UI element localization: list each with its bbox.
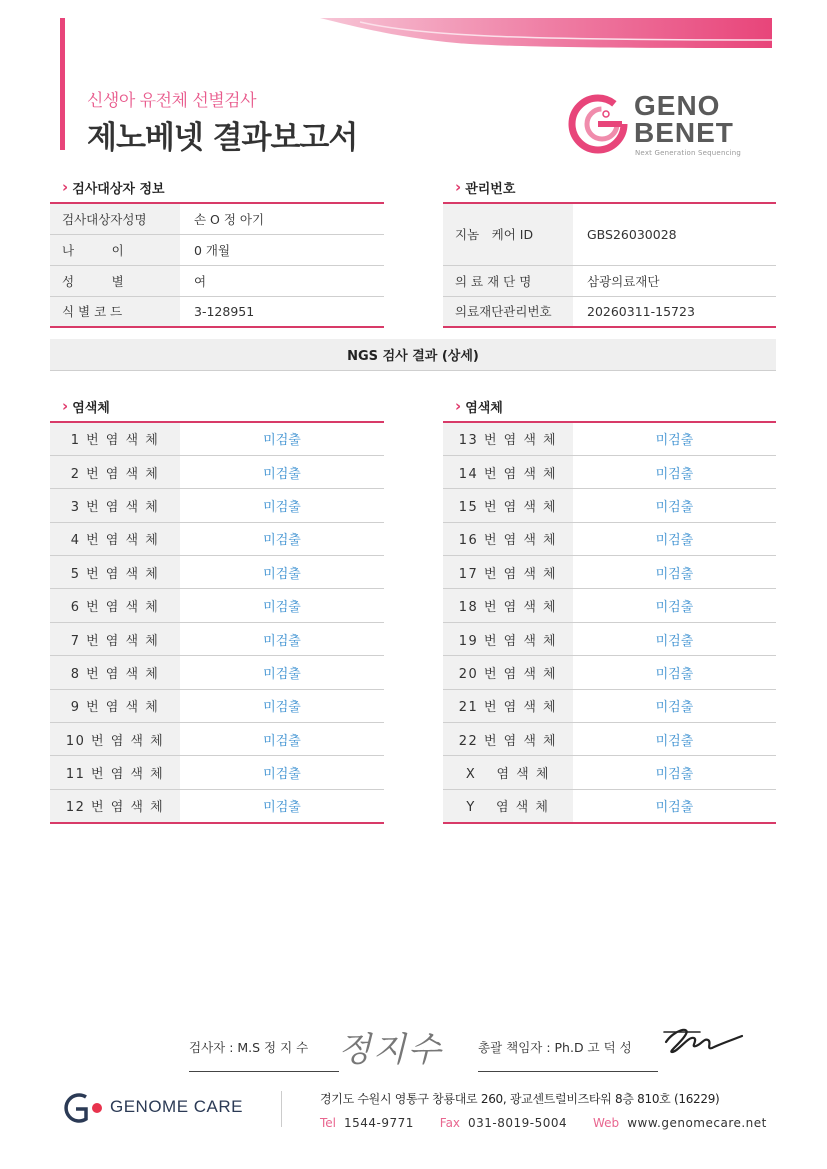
report-subtitle: 신생아 유전체 선별검사 [87,91,257,111]
table-row [443,522,776,555]
chromosome-result: 미검출 [180,723,384,756]
subject-value: 여 [180,265,384,296]
tel-value: 1544-9771 [344,1116,414,1130]
web-label: Web [593,1116,620,1130]
chromosome-result: 미검출 [573,723,776,756]
director-signature [660,1022,746,1058]
chromosome-result: 미검출 [573,522,776,555]
management-table [443,202,776,328]
table-row [50,689,384,722]
web-link[interactable]: www.genomecare.net [627,1116,767,1130]
chromosome-label: 13 번 염 색 체 [443,422,573,455]
chromosome-label: 20 번 염 색 체 [443,656,573,689]
subject-label: 식 별 코 드 [50,296,180,327]
genobenet-mark-icon [568,92,630,154]
chromosome-label: 21 번 염 색 체 [443,689,573,722]
genomecare-logo [58,1091,248,1125]
company-contact [320,1116,767,1130]
chromosome-result: 미검출 [573,689,776,722]
chevron-right-icon: › [455,397,462,415]
table-row [50,234,384,265]
table-row [443,265,776,296]
chromosome-result: 미검출 [573,656,776,689]
chromosome-label: 6 번 염 색 체 [50,589,180,622]
chromosome-result: 미검출 [180,522,384,555]
management-label: 의 료 재 단 명 [443,265,573,296]
chromosome-label: Y 염 색 체 [443,789,573,822]
chromosome-result: 미검출 [180,756,384,789]
chromosome-left-heading-text: 염색체 [72,401,110,416]
table-row [443,689,776,722]
table-row [50,265,384,296]
chromosome-table-right [443,421,776,824]
chromosome-result: 미검출 [180,422,384,455]
chromosome-result: 미검출 [573,789,776,822]
chromosome-label: 8 번 염 색 체 [50,656,180,689]
table-row [443,656,776,689]
chromosome-label: 7 번 염 색 체 [50,622,180,655]
table-row [50,203,384,234]
table-row [50,455,384,488]
table-row [443,556,776,589]
subject-info-heading-text: 검사대상자 정보 [72,182,165,197]
management-heading-text: 관리번호 [465,182,516,197]
chromosome-result: 미검출 [573,756,776,789]
table-row [443,622,776,655]
chromosome-right-heading-text: 염색체 [465,401,503,416]
chromosome-result: 미검출 [180,589,384,622]
chromosome-result: 미검출 [573,422,776,455]
logo-line1: GENO [634,90,721,121]
table-row [443,422,776,455]
subject-label: 나 이 [50,234,180,265]
chromosome-result: 미검출 [573,455,776,488]
subject-info-table [50,202,384,328]
chromosome-label: 16 번 염 색 체 [443,522,573,555]
table-row [443,296,776,327]
tel-label: Tel [320,1116,337,1130]
chevron-right-icon: › [455,178,462,196]
subject-label: 검사대상자성명 [50,203,180,234]
chromosome-left-heading [62,397,110,416]
chromosome-result: 미검출 [573,622,776,655]
director-label: 총괄 책임자 : Ph.D 고 덕 성 [478,1040,632,1055]
chromosome-label: 1 번 염 색 체 [50,422,180,455]
examiner-label: 검사자 : M.S 정 지 수 [189,1040,309,1055]
subject-info-heading [62,178,165,197]
table-row [50,622,384,655]
chromosome-label: 17 번 염 색 체 [443,556,573,589]
chromosome-label: X 염 색 체 [443,756,573,789]
table-row [443,723,776,756]
chromosome-label: 19 번 염 색 체 [443,622,573,655]
chromosome-result: 미검출 [573,589,776,622]
table-row [50,556,384,589]
header-ribbon-decoration [320,18,772,50]
chromosome-result: 미검출 [180,656,384,689]
chromosome-label: 9 번 염 색 체 [50,689,180,722]
table-row [50,522,384,555]
fax-label: Fax [439,1116,461,1130]
table-row [443,455,776,488]
chromosome-label: 18 번 염 색 체 [443,589,573,622]
table-row [443,489,776,522]
logo-wordmark [634,92,734,146]
chromosome-result: 미검출 [573,556,776,589]
management-value: 20260311-15723 [573,296,776,327]
table-row [50,296,384,327]
table-row [50,756,384,789]
subject-label: 성 별 [50,265,180,296]
table-row [443,789,776,822]
chromosome-label: 4 번 염 색 체 [50,522,180,555]
chromosome-label: 10 번 염 색 체 [50,723,180,756]
chromosome-label: 14 번 염 색 체 [443,455,573,488]
table-row [50,723,384,756]
chromosome-result: 미검출 [180,489,384,522]
subject-value: 손 O 정 아기 [180,203,384,234]
chromosome-result: 미검출 [180,689,384,722]
header-accent-bar [60,18,65,150]
examiner-signature-line [189,1071,339,1072]
subject-value: 3-128951 [180,296,384,327]
logo-line2: BENET [634,117,734,148]
chromosome-result: 미검출 [180,789,384,822]
chromosome-result: 미검출 [180,622,384,655]
examiner-signature: 정지수 [338,1030,443,1070]
chromosome-label: 2 번 염 색 체 [50,455,180,488]
table-row [50,422,384,455]
chevron-right-icon: › [62,397,69,415]
table-row [443,589,776,622]
chromosome-result: 미검출 [573,489,776,522]
chromosome-result: 미검출 [180,556,384,589]
table-row [50,489,384,522]
chromosome-label: 3 번 염 색 체 [50,489,180,522]
chromosome-label: 22 번 염 색 체 [443,723,573,756]
genomecare-mark-icon [58,1091,108,1125]
chromosome-label: 5 번 염 색 체 [50,556,180,589]
table-row [443,756,776,789]
subject-value: 0 개월 [180,234,384,265]
chromosome-table-left [50,421,384,824]
table-row [50,789,384,822]
management-label: 의료재단관리번호 [443,296,573,327]
chromosome-right-heading [455,397,503,416]
ngs-result-banner: NGS 검사 결과 (상세) [50,339,776,371]
chromosome-label: 11 번 염 색 체 [50,756,180,789]
management-value: 삼광의료재단 [573,265,776,296]
management-label: 지놈 케어 ID [443,203,573,265]
table-row [443,203,776,265]
genomecare-wordmark: GENOME CARE [110,1097,244,1116]
genobenet-logo [568,92,768,158]
table-row [50,589,384,622]
report-title: 제노베넷 결과보고서 [87,120,358,156]
logo-tagline: Next Generation Sequencing [635,149,742,157]
director-signature-line [478,1071,658,1072]
chromosome-label: 12 번 염 색 체 [50,789,180,822]
management-heading [455,178,515,197]
table-row [50,656,384,689]
management-value: GBS26030028 [573,203,776,265]
fax-value: 031-8019-5004 [468,1116,568,1130]
company-address: 경기도 수원시 영통구 창룡대로 260, 광교센트럴비즈타워 8층 810호 (16229) [320,1092,720,1106]
footer-divider [281,1091,282,1127]
chevron-right-icon: › [62,178,69,196]
chromosome-result: 미검출 [180,455,384,488]
chromosome-label: 15 번 염 색 체 [443,489,573,522]
